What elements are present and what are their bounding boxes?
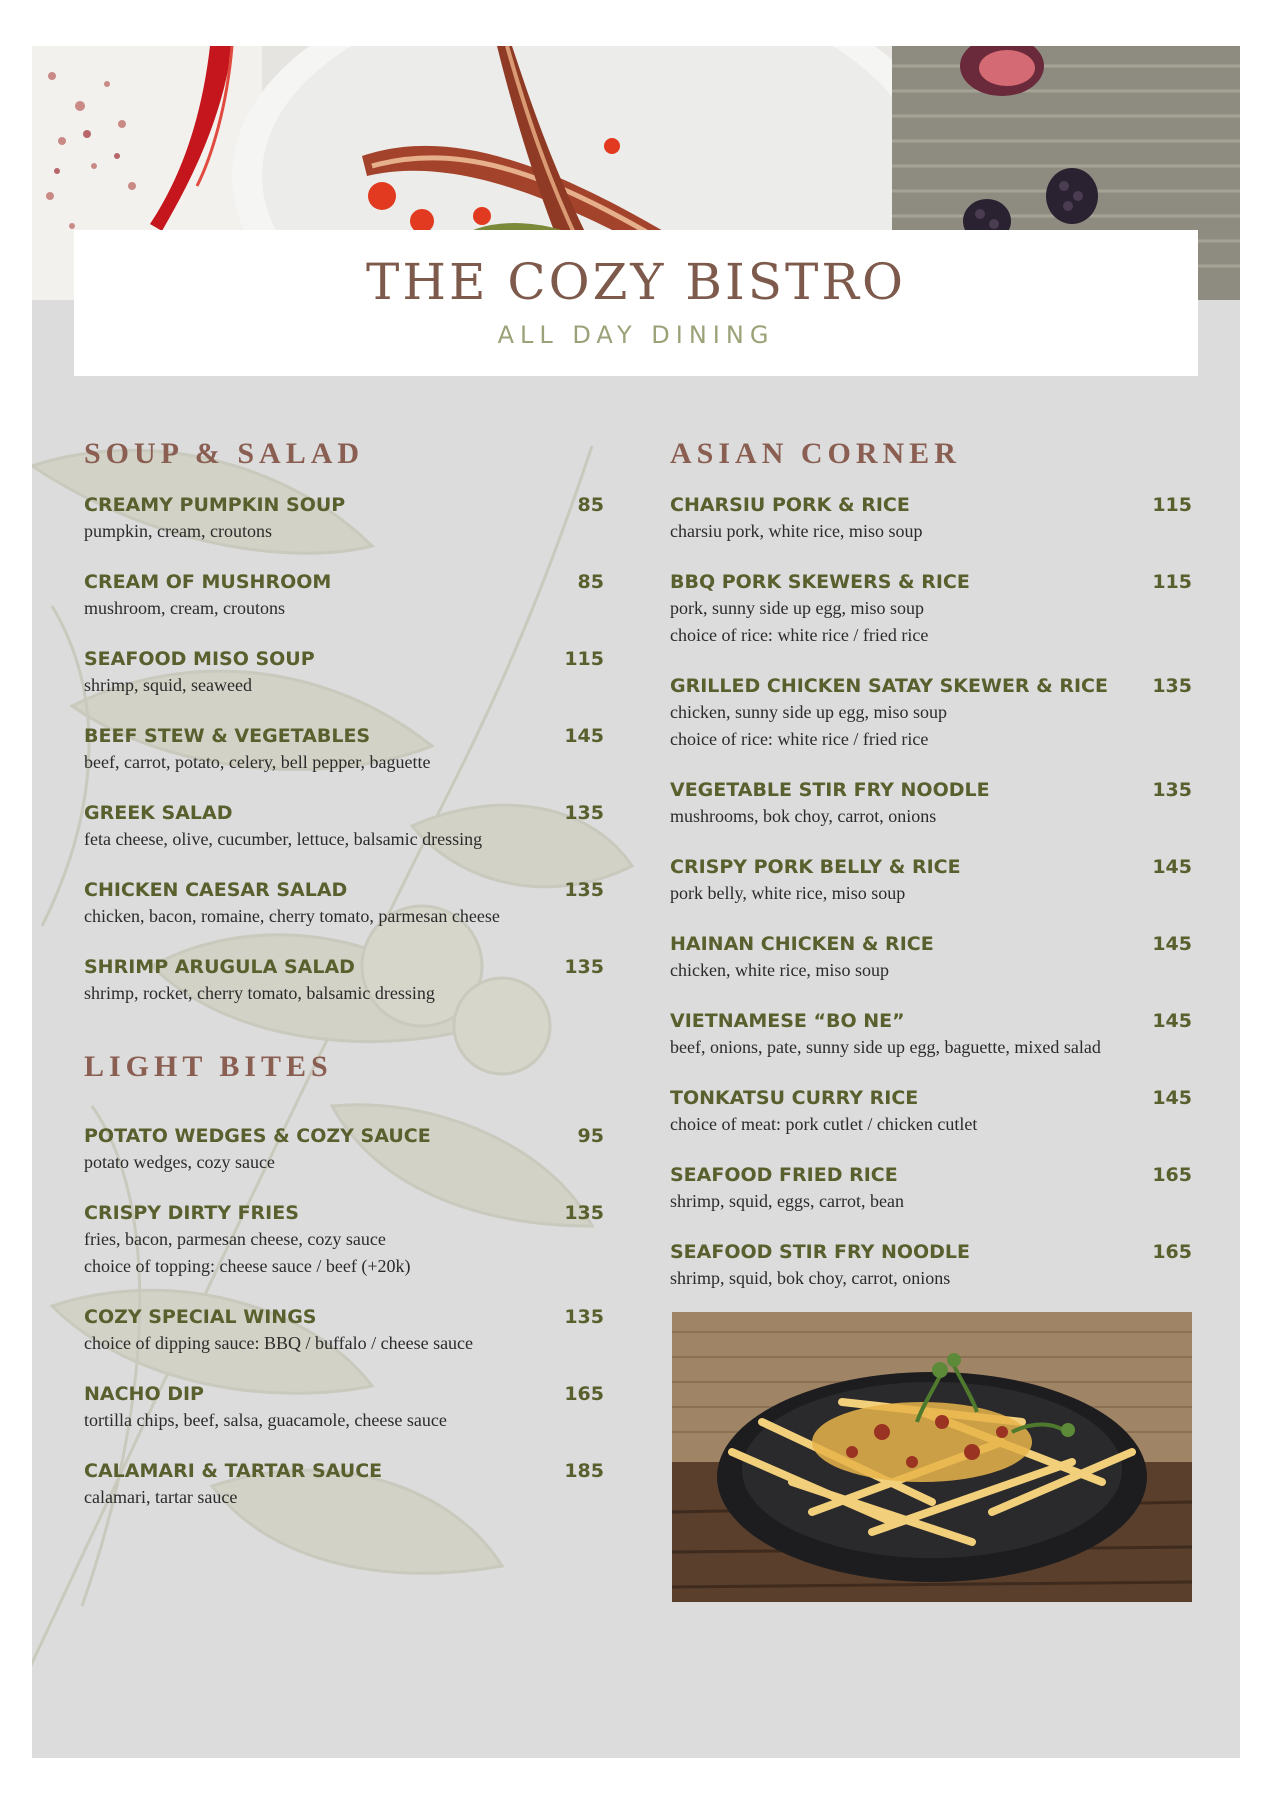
menu-item (84, 646, 604, 699)
menu-item-name: NACHO DIP (84, 1383, 204, 1405)
menu-item-name: CHICKEN CAESAR SALAD (84, 879, 348, 901)
restaurant-tagline: ALL DAY DINING (497, 321, 775, 349)
menu-item-name: SEAFOOD STIR FRY NOODLE (670, 1241, 971, 1263)
menu-item-name: SHRIMP ARUGULA SALAD (84, 956, 355, 978)
menu-item-description: choice of rice: white rice / fried rice (670, 729, 929, 749)
menu-item-description: shrimp, squid, eggs, carrot, bean (670, 1191, 904, 1211)
menu-item-description: choice of dipping sauce: BBQ / buffalo / cheese sauce (84, 1333, 474, 1353)
section-title-soup-salad: SOUP & SALAD (84, 437, 365, 470)
menu-item-price: 85 (577, 494, 604, 516)
menu-item-price: 145 (564, 725, 604, 747)
menu-item (670, 777, 1192, 830)
menu-item-name: HAINAN CHICKEN & RICE (670, 933, 934, 955)
menu-item-name: BBQ PORK SKEWERS & RICE (670, 571, 970, 593)
menu-item (84, 800, 604, 853)
menu-item-name: CALAMARI & TARTAR SAUCE (84, 1460, 383, 1482)
menu-item-price: 145 (1152, 1010, 1192, 1032)
menu-item-description: chicken, sunny side up egg, miso soup (670, 702, 947, 722)
menu-item-description: choice of rice: white rice / fried rice (670, 625, 929, 645)
menu-item-name: CRISPY PORK BELLY & RICE (670, 856, 961, 878)
menu-item-price: 135 (564, 879, 604, 901)
menu-item (84, 569, 604, 622)
menu-item-name: COZY SPECIAL WINGS (84, 1306, 317, 1328)
menu-item-price: 165 (1152, 1241, 1192, 1263)
menu-item (670, 854, 1192, 907)
menu-item-description: choice of meat: pork cutlet / chicken cutlet (670, 1114, 978, 1134)
menu-item-description: charsiu pork, white rice, miso soup (670, 521, 923, 541)
title-box (74, 230, 1198, 376)
menu-item-price: 145 (1152, 1087, 1192, 1109)
left-column (84, 436, 604, 1535)
menu-item-name: SEAFOOD MISO SOUP (84, 648, 315, 670)
menu-item-description: chicken, bacon, romaine, cherry tomato, parmesan cheese (84, 906, 500, 926)
menu-item (84, 1304, 604, 1357)
menu-item (84, 877, 604, 930)
menu-item-price: 85 (577, 571, 604, 593)
menu-item (84, 1200, 604, 1280)
menu-item-price: 115 (1152, 571, 1192, 593)
menu-item-name: CRISPY DIRTY FRIES (84, 1202, 299, 1224)
menu-item-name: POTATO WEDGES & COZY SAUCE (84, 1125, 431, 1147)
menu-item (84, 1381, 604, 1434)
menu-item-price: 135 (1152, 779, 1192, 801)
menu-item-price: 115 (1152, 494, 1192, 516)
menu-item-price: 135 (564, 956, 604, 978)
menu-item-name: SEAFOOD FRIED RICE (670, 1164, 898, 1186)
menu-item-description: shrimp, squid, bok choy, carrot, onions (670, 1268, 951, 1288)
menu-item (670, 1085, 1192, 1138)
menu-item-description: beef, onions, pate, sunny side up egg, baguette, mixed salad (670, 1037, 1101, 1057)
menu-item-price: 185 (564, 1460, 604, 1482)
dirty-fries-photo (672, 1312, 1192, 1602)
menu-item-name: CREAM OF MUSHROOM (84, 571, 332, 593)
menu-item-name: BEEF STEW & VEGETABLES (84, 725, 371, 747)
menu-item-description: pork belly, white rice, miso soup (670, 883, 906, 903)
menu-item-price: 135 (564, 802, 604, 824)
menu-item-name: GRILLED CHICKEN SATAY SKEWER & RICE (670, 675, 1108, 697)
menu-item-description: tortilla chips, beef, salsa, guacamole, cheese sauce (84, 1410, 447, 1430)
menu-item-price: 145 (1152, 933, 1192, 955)
menu-item-description: beef, carrot, potato, celery, bell pepper, baguette (84, 752, 431, 772)
menu-item-description: fries, bacon, parmesan cheese, cozy sauce (84, 1229, 386, 1249)
menu-item-description: pumpkin, cream, croutons (84, 521, 272, 541)
restaurant-name: THE COZY BISTRO (366, 253, 906, 311)
menu-item-name: VIETNAMESE “BO NE” (670, 1010, 905, 1032)
menu-item-description: shrimp, rocket, cherry tomato, balsamic dressing (84, 983, 435, 1003)
soup-salad-list (84, 492, 604, 1007)
right-column (670, 436, 1192, 1316)
menu-item-description: chicken, white rice, miso soup (670, 960, 889, 980)
section-title-light-bites: LIGHT BITES (84, 1050, 333, 1083)
menu-item-name: TONKATSU CURRY RICE (670, 1087, 919, 1109)
menu-item-price: 95 (577, 1125, 604, 1147)
menu-item (670, 673, 1192, 753)
menu-item-name: CREAMY PUMPKIN SOUP (84, 494, 346, 516)
menu-item (670, 931, 1192, 984)
menu-item-description: pork, sunny side up egg, miso soup (670, 598, 924, 618)
menu-item (84, 492, 604, 545)
menu-item (670, 1008, 1192, 1061)
menu-item-price: 165 (1152, 1164, 1192, 1186)
menu-item (84, 954, 604, 1007)
menu-item-price: 165 (564, 1383, 604, 1405)
menu-item-description: feta cheese, olive, cucumber, lettuce, balsamic dressing (84, 829, 483, 849)
menu-item (670, 492, 1192, 545)
menu-item-price: 135 (564, 1306, 604, 1328)
menu-item-price: 135 (564, 1202, 604, 1224)
menu-item (84, 723, 604, 776)
menu-item (84, 1123, 604, 1176)
menu-item (670, 569, 1192, 649)
menu-item-name: CHARSIU PORK & RICE (670, 494, 910, 516)
menu-item-name: VEGETABLE STIR FRY NOODLE (670, 779, 990, 801)
menu-item-description: shrimp, squid, seaweed (84, 675, 252, 695)
light-bites-list (84, 1123, 604, 1511)
menu-item-description: choice of topping: cheese sauce / beef (+20k) (84, 1256, 411, 1276)
menu-item (670, 1239, 1192, 1292)
menu-item (84, 1458, 604, 1511)
section-title-asian-corner: ASIAN CORNER (670, 437, 961, 470)
menu-item-name: GREEK SALAD (84, 802, 233, 824)
menu-item-description: mushroom, cream, croutons (84, 598, 285, 618)
menu-item (670, 1162, 1192, 1215)
menu-item-price: 145 (1152, 856, 1192, 878)
menu-item-price: 115 (564, 648, 604, 670)
menu-item-description: calamari, tartar sauce (84, 1487, 238, 1507)
menu-item-price: 135 (1152, 675, 1192, 697)
menu-item-description: mushrooms, bok choy, carrot, onions (670, 806, 937, 826)
menu-item-description: potato wedges, cozy sauce (84, 1152, 275, 1172)
asian-corner-list (670, 492, 1192, 1292)
